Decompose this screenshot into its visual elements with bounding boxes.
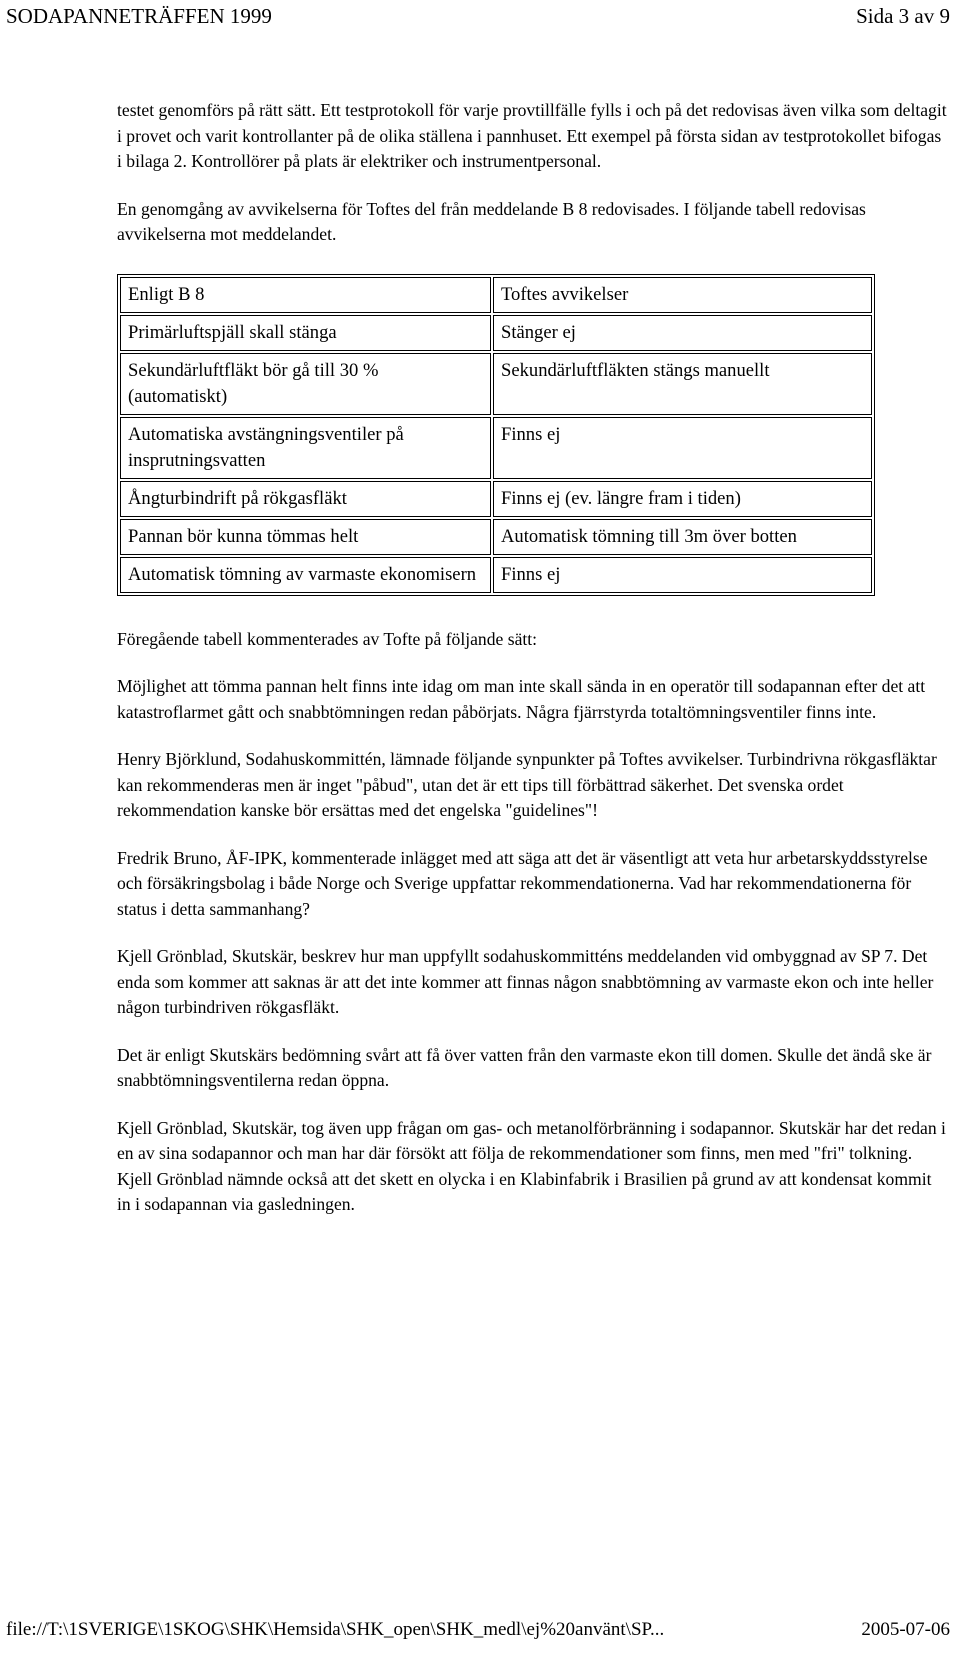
table-row (120, 315, 872, 351)
table-cell: Stänger ej (493, 315, 872, 351)
table-header-cell: Enligt B 8 (120, 277, 491, 313)
table-header-row (120, 277, 872, 313)
paragraph: Henry Björklund, Sodahuskommittén, lämnade följande synpunkter på Toftes avvikelser. Turbindrivna rökgasfläktar kan rekommenderas men är inget "påbud", utan det är ett tips till förbättrad säkerhet. Det svenska ordet rekommendation kanske bör ersättas med det engelska "guidelines"! (117, 749, 937, 820)
paragraph: Fredrik Bruno, ÅF-IPK, kommenterade inlägget med att säga att det är väsentligt att veta hur arbetarskyddsstyrelse och försäkringsbolag i både Norge och Sverige uppfattar rekommendationerna. Vad har rekommendationerna för status i detta sammanhang? (117, 847, 928, 919)
page-footer (6, 1619, 950, 1647)
table-row (120, 417, 872, 479)
table-cell: Automatisk tömning av varmaste ekonomisern (120, 557, 491, 593)
table-cell: Automatiska avstängningsventiler på insprutningsvatten (120, 417, 491, 479)
table-header-cell: Toftes avvikelser (493, 277, 872, 313)
page-number: Sida 3 av 9 (856, 4, 950, 28)
deviation-table (117, 274, 875, 596)
paragraph: Det är enligt Skutskärs bedömning svårt att få över vatten från den varmaste ekon till domen. Skulle det ändå ske är snabbtömningsventilerna redan öppna. (117, 1044, 932, 1090)
table-row (120, 481, 872, 517)
document-title: SODAPANNETRÄFFEN 1999 (6, 4, 272, 28)
page-header (6, 4, 950, 34)
table-row (120, 519, 872, 555)
table-cell: Finns ej (493, 557, 872, 593)
paragraph: Kjell Grönblad, Skutskär, beskrev hur man uppfyllt sodahuskommitténs meddelanden vid ombyggnad av SP 7. Det enda som kommer att saknas är att det inte kommer att finnas någon snabbtömning av varmaste ekon och inte heller någon turbindriven rökgasfläkt. (117, 946, 934, 1017)
table-cell: Pannan bör kunna tömmas helt (120, 519, 491, 555)
table-cell: Sekundärluftfläkten stängs manuellt (493, 353, 872, 415)
paragraph: Kjell Grönblad, Skutskär, tog även upp frågan om gas- och metanolförbränning i sodapannor. Skutskär har det redan i en av sina sodapannor och man har där försökt att följa de rekommendationer som finns, men med "fri" tolkning. Kjell Grönblad nämnde också att det skett en olycka i en Klabinfabrik i Brasilien på grund av att kondensat kommit in i sodapannan via gasledningen. (117, 1117, 946, 1214)
paragraph: Möjlighet att tömma pannan helt finns inte idag om man inte skall sända in en operatör till sodapannan efter det att katastroflarmet gått och snabbtömningen redan påbörjats. Några fjärrstyrda totaltömningsventiler finns inte. (117, 676, 926, 722)
document-body (117, 98, 947, 1240)
table-row (120, 557, 872, 593)
paragraph: testet genomförs på rätt sätt. Ett testprotokoll för varje provtillfälle fylls i och på det redovisas även vilka som deltagit i provet och varit kontrollanter på de olika ställena i pannhuset. Ett exempel på första sidan av testprotokollet bifogas i bilaga 2. Kontrollörer på plats är elektriker och instrumentpersonal. (117, 100, 947, 171)
file-path: file://T:\1SVERIGE\1SKOG\SHK\Hemsida\SHK_open\SHK_medl\ej%20använt\SP... (6, 1619, 665, 1640)
print-date: 2005-07-06 (861, 1619, 950, 1640)
table-cell: Automatisk tömning till 3m över botten (493, 519, 872, 555)
paragraph: En genomgång av avvikelserna för Toftes del från meddelande B 8 redovisades. I följande tabell redovisas avvikelserna mot meddelandet. (117, 198, 866, 244)
table-row (120, 353, 872, 415)
table-cell: Sekundärluftfläkt bör gå till 30 % (automatiskt) (120, 353, 491, 415)
deviation-table-wrapper (117, 274, 947, 596)
table-cell: Ångturbindrift på rökgasfläkt (120, 481, 491, 517)
paragraph: Föregående tabell kommenterades av Tofte på följande sätt: (117, 628, 538, 649)
table-cell: Primärluftspjäll skall stänga (120, 315, 491, 351)
table-cell: Finns ej (ev. längre fram i tiden) (493, 481, 872, 517)
table-cell: Finns ej (493, 417, 872, 479)
